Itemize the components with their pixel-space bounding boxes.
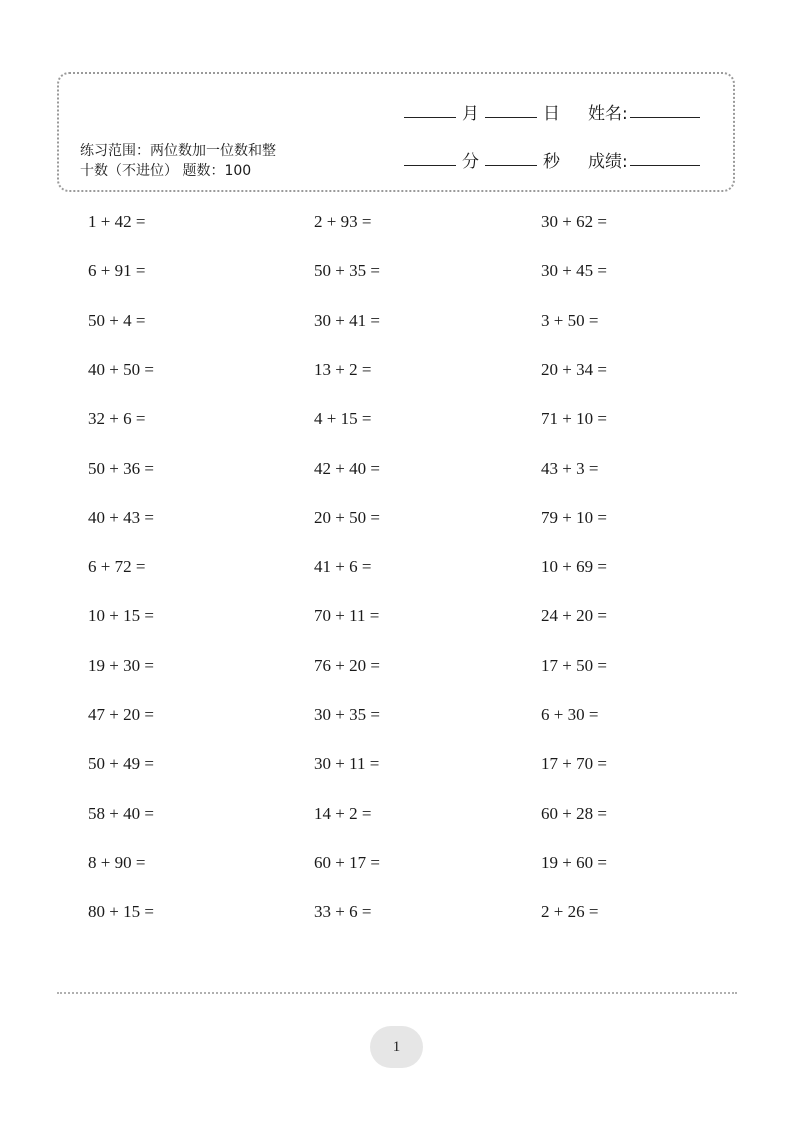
problem-item: 20 + 34 = [541,360,607,379]
problem-item: 2 + 93 = [314,212,372,231]
problem-item: 32 + 6 = [88,409,146,428]
problem-item: 2 + 26 = [541,902,599,921]
problem-item: 19 + 60 = [541,853,607,872]
problem-item: 60 + 28 = [541,804,607,823]
problem-item: 76 + 20 = [314,656,380,675]
problem-item: 17 + 70 = [541,754,607,773]
month-label: 月 [462,104,479,124]
problem-item: 47 + 20 = [88,705,154,724]
problem-item: 41 + 6 = [314,557,372,576]
problem-item: 6 + 91 = [88,261,146,280]
problem-item: 24 + 20 = [541,606,607,625]
page-number: 1 [392,1038,401,1055]
score-label: 成绩: [588,152,628,172]
problem-item: 50 + 4 = [88,311,146,330]
problem-item: 33 + 6 = [314,902,372,921]
page-number-badge [370,1026,423,1068]
problem-item: 71 + 10 = [541,409,607,428]
minute-label: 分 [462,152,479,172]
practice-range-line: 练习范围：两位数加一位数和整 [80,143,276,159]
problem-item: 8 + 90 = [88,853,146,872]
day-label: 日 [543,104,560,124]
problem-item: 3 + 50 = [541,311,599,330]
problem-item: 50 + 36 = [88,459,154,478]
problem-item: 14 + 2 = [314,804,372,823]
bottom-divider [57,992,737,994]
problem-item: 19 + 30 = [88,656,154,675]
practice-count-line: 十数（不进位） 题数：100 [80,163,252,179]
problem-item: 42 + 40 = [314,459,380,478]
problem-item: 43 + 3 = [541,459,599,478]
problem-item: 30 + 11 = [314,754,380,773]
problem-item: 50 + 49 = [88,754,154,773]
problem-item: 30 + 41 = [314,311,380,330]
problem-item: 10 + 69 = [541,557,607,576]
problem-item: 80 + 15 = [88,902,154,921]
problem-item: 50 + 35 = [314,261,380,280]
problem-item: 40 + 50 = [88,360,154,379]
problem-item: 6 + 30 = [541,705,599,724]
problem-item: 40 + 43 = [88,508,154,527]
problem-item: 10 + 15 = [88,606,154,625]
problem-item: 20 + 50 = [314,508,380,527]
problem-item: 13 + 2 = [314,360,372,379]
problem-item: 30 + 45 = [541,261,607,280]
problem-item: 58 + 40 = [88,804,154,823]
problem-item: 70 + 11 = [314,606,380,625]
problem-item: 4 + 15 = [314,409,372,428]
name-label: 姓名: [588,104,628,124]
second-label: 秒 [543,152,560,172]
problem-item: 1 + 42 = [88,212,146,231]
problem-item: 6 + 72 = [88,557,146,576]
problem-item: 60 + 17 = [314,853,380,872]
problem-item: 17 + 50 = [541,656,607,675]
problem-item: 30 + 35 = [314,705,380,724]
problem-item: 79 + 10 = [541,508,607,527]
problem-item: 30 + 62 = [541,212,607,231]
